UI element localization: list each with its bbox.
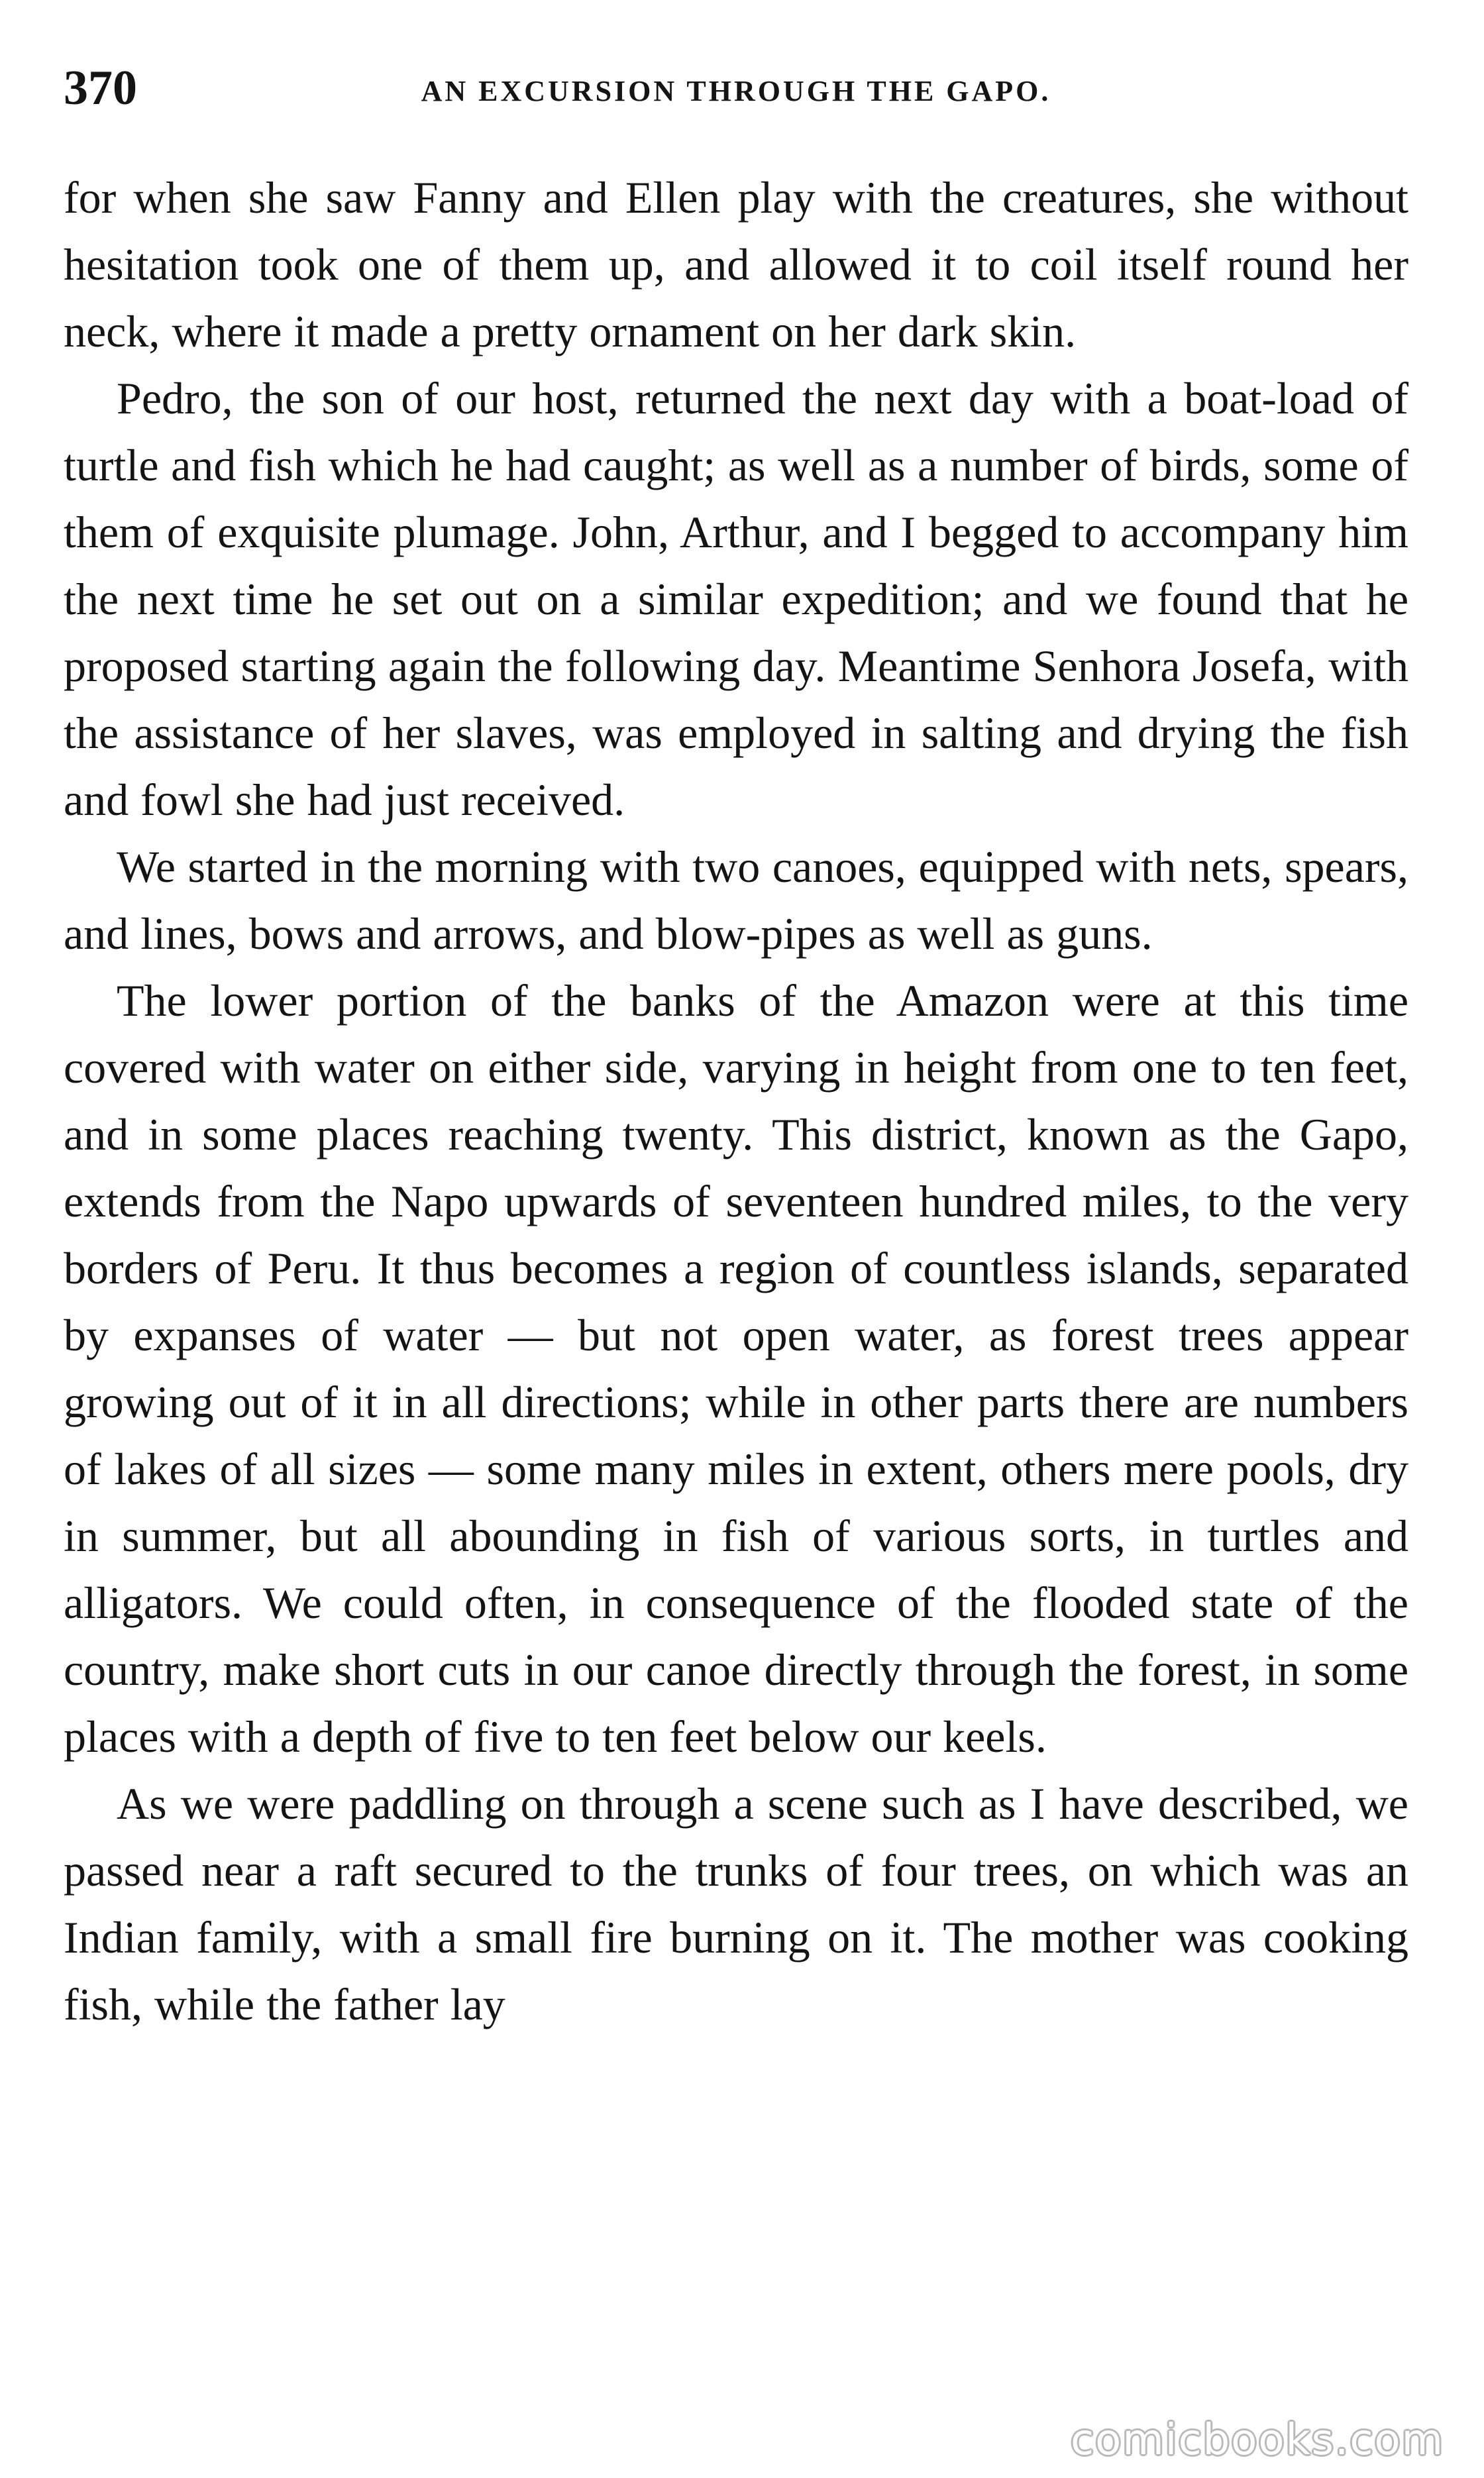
page-body <box>64 164 1408 2038</box>
page-number: 370 <box>64 61 137 115</box>
book-page <box>64 61 1408 2038</box>
paragraph-4: The lower portion of the banks of the Amazon were at this time covered with water on either side, varying in height from one to ten feet, and in some places reaching twenty. This district, known as the Gapo, extends from the Napo upwards of seventeen hundred miles, to the very borders of Peru. It thus becomes a region of countless islands, separated by expanses of water — but not open water, as forest trees appear growing out of it in all directions; while in other parts there are numbers of lakes of all sizes — some many miles in extent, others mere pools, dry in summer, but all abounding in fish of various sorts, in turtles and alligators. We could often, in consequence of the flooded state of the country, make short cuts in our canoe directly through the forest, in some places with a depth of five to ten feet below our keels. <box>64 975 1408 1762</box>
paragraph-3: We started in the morning with two canoes, equipped with nets, spears, and lines, bows and arrows, and blow-pipes as well as guns. <box>64 841 1408 959</box>
paragraph-1: for when she saw Fanny and Ellen play with the creatures, she without hesitation took one of them up, and allowed it to coil itself round her neck, where it made a pretty ornament on her dark skin. <box>64 172 1408 356</box>
paragraph-2: Pedro, the son of our host, returned the next day with a boat-load of turtle and fish which he had caught; as well as a number of birds, some of them of exquisite plumage. John, Arthur, and I begged to accompany him the next time he set out on a similar expedition; and we found that he proposed starting again the following day. Meantime Senhora Josefa, with the assistance of her slaves, was employed in salting and drying the fish and fowl she had just received. <box>64 373 1408 825</box>
watermark: comicbooks.com <box>1070 2416 1444 2465</box>
paragraph-5: As we were paddling on through a scene such as I have described, we passed near a raft secured to the trunks of four trees, on which was an Indian family, with a small fire burning on it. The mother was cooking fish, while the father lay <box>64 1778 1408 2029</box>
running-head: AN EXCURSION THROUGH THE GAPO. <box>421 75 1051 107</box>
page-header <box>64 61 1408 123</box>
